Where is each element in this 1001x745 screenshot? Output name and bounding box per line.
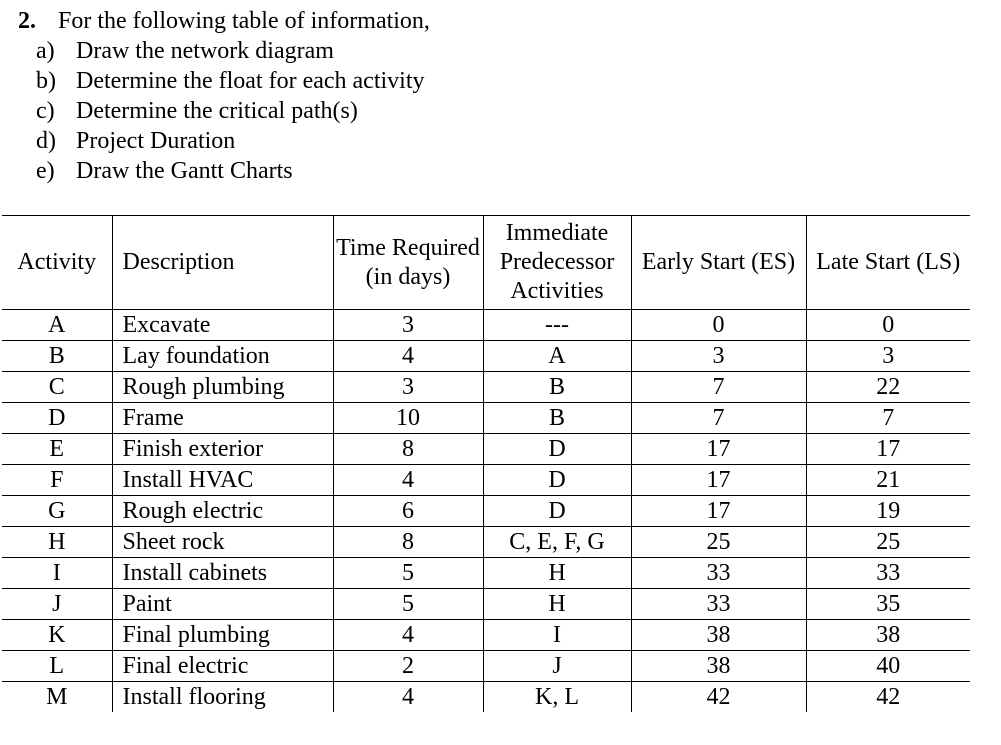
question-heading	[18, 6, 430, 36]
cell-predecessors: A	[483, 341, 631, 372]
cell-activity: D	[2, 403, 112, 434]
table-row	[2, 620, 970, 651]
header-description: Description	[112, 216, 333, 310]
cell-activity: I	[2, 558, 112, 589]
part-text: Project Duration	[76, 128, 236, 154]
cell-activity: A	[2, 310, 112, 341]
header-time-required: Time Required (in days)	[333, 216, 483, 310]
cell-late-start: 33	[806, 558, 970, 589]
cell-time: 6	[333, 496, 483, 527]
cell-description: Sheet rock	[112, 527, 333, 558]
part-text: Determine the critical path(s)	[76, 98, 358, 124]
cell-early-start: 42	[631, 682, 806, 713]
cell-description: Frame	[112, 403, 333, 434]
cell-late-start: 21	[806, 465, 970, 496]
question-part-a	[36, 36, 430, 66]
cell-predecessors: C, E, F, G	[483, 527, 631, 558]
table-header-row	[2, 216, 970, 310]
cell-activity: E	[2, 434, 112, 465]
part-text: Determine the float for each activity	[76, 68, 425, 94]
cell-activity: H	[2, 527, 112, 558]
part-letter: b)	[36, 68, 56, 94]
cell-time: 5	[333, 589, 483, 620]
cell-activity: F	[2, 465, 112, 496]
question-part-e	[36, 156, 430, 186]
cell-early-start: 17	[631, 434, 806, 465]
cell-late-start: 22	[806, 372, 970, 403]
cell-late-start: 3	[806, 341, 970, 372]
cell-early-start: 17	[631, 496, 806, 527]
cell-early-start: 0	[631, 310, 806, 341]
part-letter: c)	[36, 98, 55, 124]
cell-activity: J	[2, 589, 112, 620]
part-text: Draw the network diagram	[76, 38, 334, 64]
cell-late-start: 19	[806, 496, 970, 527]
cell-late-start: 25	[806, 527, 970, 558]
cell-activity: L	[2, 651, 112, 682]
cell-early-start: 33	[631, 558, 806, 589]
cell-early-start: 33	[631, 589, 806, 620]
cell-description: Final plumbing	[112, 620, 333, 651]
table-row	[2, 651, 970, 682]
cell-activity: C	[2, 372, 112, 403]
cell-predecessors: B	[483, 403, 631, 434]
table-body	[2, 310, 970, 713]
part-letter: e)	[36, 158, 55, 184]
header-late-start: Late Start (LS)	[806, 216, 970, 310]
header-predecessors: Immediate Predecessor Activities	[483, 216, 631, 310]
cell-early-start: 7	[631, 403, 806, 434]
cell-time: 8	[333, 527, 483, 558]
cell-description: Install HVAC	[112, 465, 333, 496]
part-text: Draw the Gantt Charts	[76, 158, 293, 184]
cell-description: Install flooring	[112, 682, 333, 713]
cell-predecessors: ---	[483, 310, 631, 341]
cell-predecessors: H	[483, 558, 631, 589]
cell-early-start: 25	[631, 527, 806, 558]
question-parts	[36, 36, 430, 186]
part-letter: d)	[36, 128, 56, 154]
cell-time: 4	[333, 465, 483, 496]
table-row	[2, 465, 970, 496]
cell-time: 4	[333, 620, 483, 651]
cell-late-start: 0	[806, 310, 970, 341]
cell-time: 4	[333, 341, 483, 372]
question-part-d	[36, 126, 430, 156]
question-number: 2.	[18, 8, 36, 34]
table-row	[2, 372, 970, 403]
cell-predecessors: D	[483, 496, 631, 527]
cell-early-start: 17	[631, 465, 806, 496]
cell-time: 3	[333, 310, 483, 341]
cell-time: 5	[333, 558, 483, 589]
cell-predecessors: J	[483, 651, 631, 682]
cell-description: Final electric	[112, 651, 333, 682]
table-row	[2, 434, 970, 465]
cell-time: 8	[333, 434, 483, 465]
cell-late-start: 40	[806, 651, 970, 682]
cell-activity: K	[2, 620, 112, 651]
header-activity: Activity	[2, 216, 112, 310]
cell-predecessors: D	[483, 434, 631, 465]
cell-description: Paint	[112, 589, 333, 620]
cell-early-start: 38	[631, 651, 806, 682]
table-row	[2, 496, 970, 527]
cell-predecessors: B	[483, 372, 631, 403]
cell-predecessors: I	[483, 620, 631, 651]
cell-description: Excavate	[112, 310, 333, 341]
part-letter: a)	[36, 38, 55, 64]
cell-early-start: 3	[631, 341, 806, 372]
table-row	[2, 527, 970, 558]
activity-table	[2, 215, 970, 712]
cell-predecessors: D	[483, 465, 631, 496]
cell-time: 10	[333, 403, 483, 434]
question-part-c	[36, 96, 430, 126]
cell-early-start: 7	[631, 372, 806, 403]
table-row	[2, 682, 970, 713]
cell-description: Lay foundation	[112, 341, 333, 372]
table-row	[2, 310, 970, 341]
table-row	[2, 558, 970, 589]
question-part-b	[36, 66, 430, 96]
cell-late-start: 7	[806, 403, 970, 434]
question-block	[18, 6, 430, 186]
cell-description: Install cabinets	[112, 558, 333, 589]
cell-description: Rough plumbing	[112, 372, 333, 403]
cell-late-start: 35	[806, 589, 970, 620]
cell-activity: G	[2, 496, 112, 527]
cell-predecessors: K, L	[483, 682, 631, 713]
cell-time: 2	[333, 651, 483, 682]
cell-early-start: 38	[631, 620, 806, 651]
cell-late-start: 42	[806, 682, 970, 713]
cell-description: Finish exterior	[112, 434, 333, 465]
cell-time: 3	[333, 372, 483, 403]
cell-predecessors: H	[483, 589, 631, 620]
table-row	[2, 589, 970, 620]
header-early-start: Early Start (ES)	[631, 216, 806, 310]
cell-late-start: 38	[806, 620, 970, 651]
cell-activity: M	[2, 682, 112, 713]
question-prompt: For the following table of information,	[58, 8, 430, 34]
cell-time: 4	[333, 682, 483, 713]
table-row	[2, 403, 970, 434]
cell-late-start: 17	[806, 434, 970, 465]
table-row	[2, 341, 970, 372]
cell-description: Rough electric	[112, 496, 333, 527]
cell-activity: B	[2, 341, 112, 372]
